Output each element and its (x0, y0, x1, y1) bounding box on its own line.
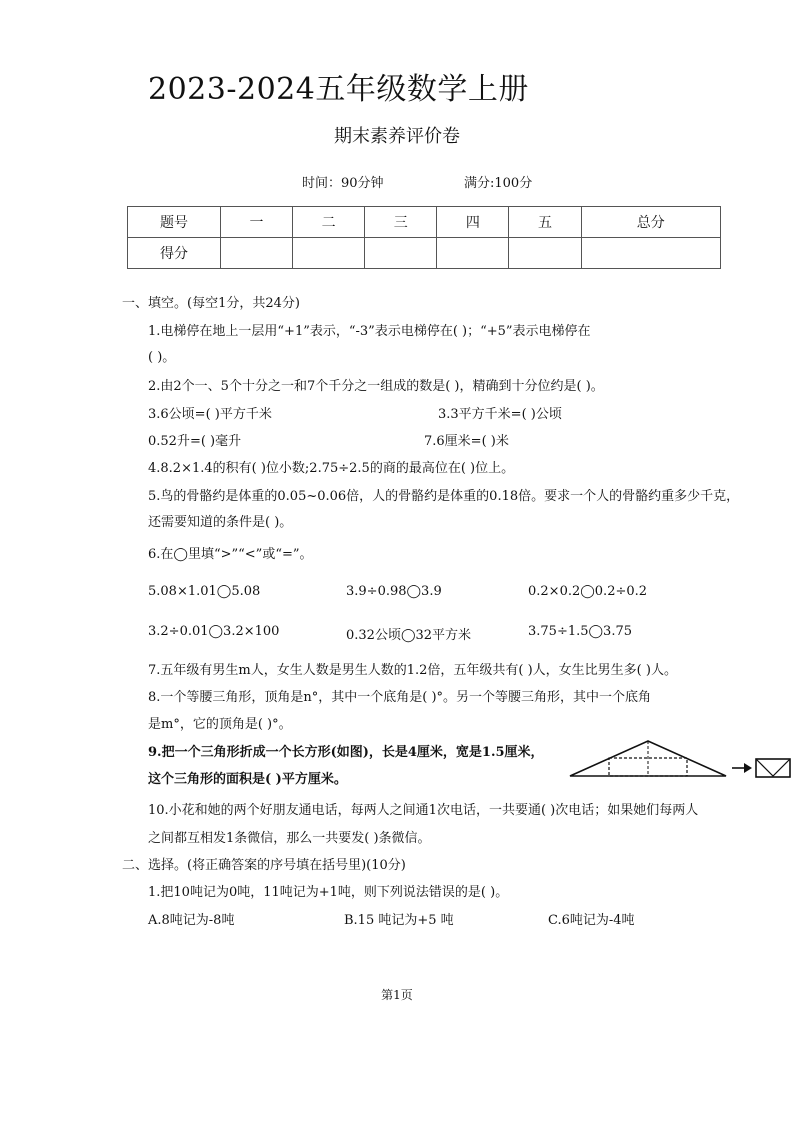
question-5b: 还需要知道的条件是( )。 (148, 515, 293, 530)
question-1b: ( )。 (148, 350, 176, 365)
question-10b: 之间都互相发1条微信，那么一共要发( )条微信。 (148, 831, 431, 846)
exam-subtitle: 期末素养评价卷 (334, 126, 460, 147)
rectangle-fold-lines (756, 759, 790, 776)
question-5a: 5.鸟的骨骼约是体重的0.05~0.06倍，人的骨骼约是体重的0.18倍。要求一个人的骨骼约重多少千克， (148, 489, 740, 504)
score-table-row1-label: 题号 (128, 207, 221, 238)
score-cell[interactable] (437, 238, 509, 269)
choice-question-1: 1.把10吨记为0吨，11吨记为+1吨，则下列说法错误的是( )。 (148, 885, 509, 900)
comparison-5: 0.32公顷◯32平方米 (346, 628, 472, 643)
question-4: 4.8.2×1.4的积有( )位小数;2.75÷2.5的商的最高位在( )位上。 (148, 461, 515, 476)
score-cell[interactable] (581, 238, 720, 269)
page-number: 第1页 (381, 988, 413, 1002)
triangle-fold-figure (568, 738, 794, 784)
score-table-header-row (128, 207, 721, 238)
comparison-6: 3.75÷1.5◯3.75 (528, 624, 633, 639)
question-1a: 1.电梯停在地上一层用“+1”表示，“-3”表示电梯停在( )；“+5”表示电梯停在 (148, 324, 591, 339)
score-table-col: 总分 (581, 207, 720, 238)
score-table-col: 三 (365, 207, 437, 238)
exam-full-score: 满分:100分 (464, 176, 533, 191)
comparison-3: 0.2×0.2◯0.2÷0.2 (528, 584, 648, 599)
option-b[interactable]: B.15 吨记为+5 吨 (344, 913, 454, 928)
score-table-row2-label: 得分 (128, 238, 221, 269)
score-table-col: 五 (509, 207, 581, 238)
score-cell[interactable] (509, 238, 581, 269)
question-3b: 3.3平方千米=( )公顷 (438, 407, 562, 422)
question-3d: 7.6厘米=( )米 (424, 434, 509, 449)
question-2: 2.由2个一、5个十分之一和7个千分之一组成的数是( )，精确到十分位约是( )。 (148, 379, 604, 394)
question-7: 7.五年级有男生m人，女生人数是男生人数的1.2倍，五年级共有( )人，女生比男生多( )人。 (148, 663, 677, 678)
section2-heading: 二、选择。(将正确答案的序号填在括号里)(10分) (122, 858, 406, 873)
question-10a: 10.小花和她的两个好朋友通电话，每两人之间通1次电话，一共要通( )次电话；如果她们每两人 (148, 803, 699, 818)
arrow-head-icon (744, 763, 752, 773)
score-cell[interactable] (293, 238, 365, 269)
comparison-2: 3.9÷0.98◯3.9 (346, 584, 442, 599)
exam-title: 2023-2024五年级数学上册 (148, 72, 529, 107)
exam-time: 时间：90分钟 (302, 176, 384, 191)
score-table-col: 二 (293, 207, 365, 238)
comparison-1: 5.08×1.01◯5.08 (148, 584, 261, 599)
score-cell[interactable] (221, 238, 293, 269)
comparison-4: 3.2÷0.01◯3.2×100 (148, 624, 280, 639)
question-8b: 是m°，它的顶角是( )°。 (148, 717, 292, 732)
section1-heading: 一、填空。(每空1分，共24分) (122, 296, 300, 311)
question-9b: 这个三角形的面积是( )平方厘米。 (148, 772, 347, 787)
question-3a: 3.6公顷=( )平方千米 (148, 407, 272, 422)
score-table-col: 四 (437, 207, 509, 238)
question-3c: 0.52升=( )毫升 (148, 434, 242, 449)
question-8a: 8.一个等腰三角形，顶角是n°，其中一个底角是( )°。另一个等腰三角形，其中一个底角 (148, 690, 652, 705)
rectangle-shape (756, 759, 790, 777)
question-6: 6.在◯里填“>”“<”或“=”。 (148, 547, 313, 562)
option-a[interactable]: A.8吨记为-8吨 (148, 913, 235, 928)
score-table-score-row (128, 238, 721, 269)
score-cell[interactable] (365, 238, 437, 269)
option-c[interactable]: C.6吨记为-4吨 (548, 913, 635, 928)
question-9a: 9.把一个三角形折成一个长方形(如图)，长是4厘米，宽是1.5厘米， (148, 745, 544, 760)
score-table-col: 一 (221, 207, 293, 238)
score-table (127, 206, 721, 269)
